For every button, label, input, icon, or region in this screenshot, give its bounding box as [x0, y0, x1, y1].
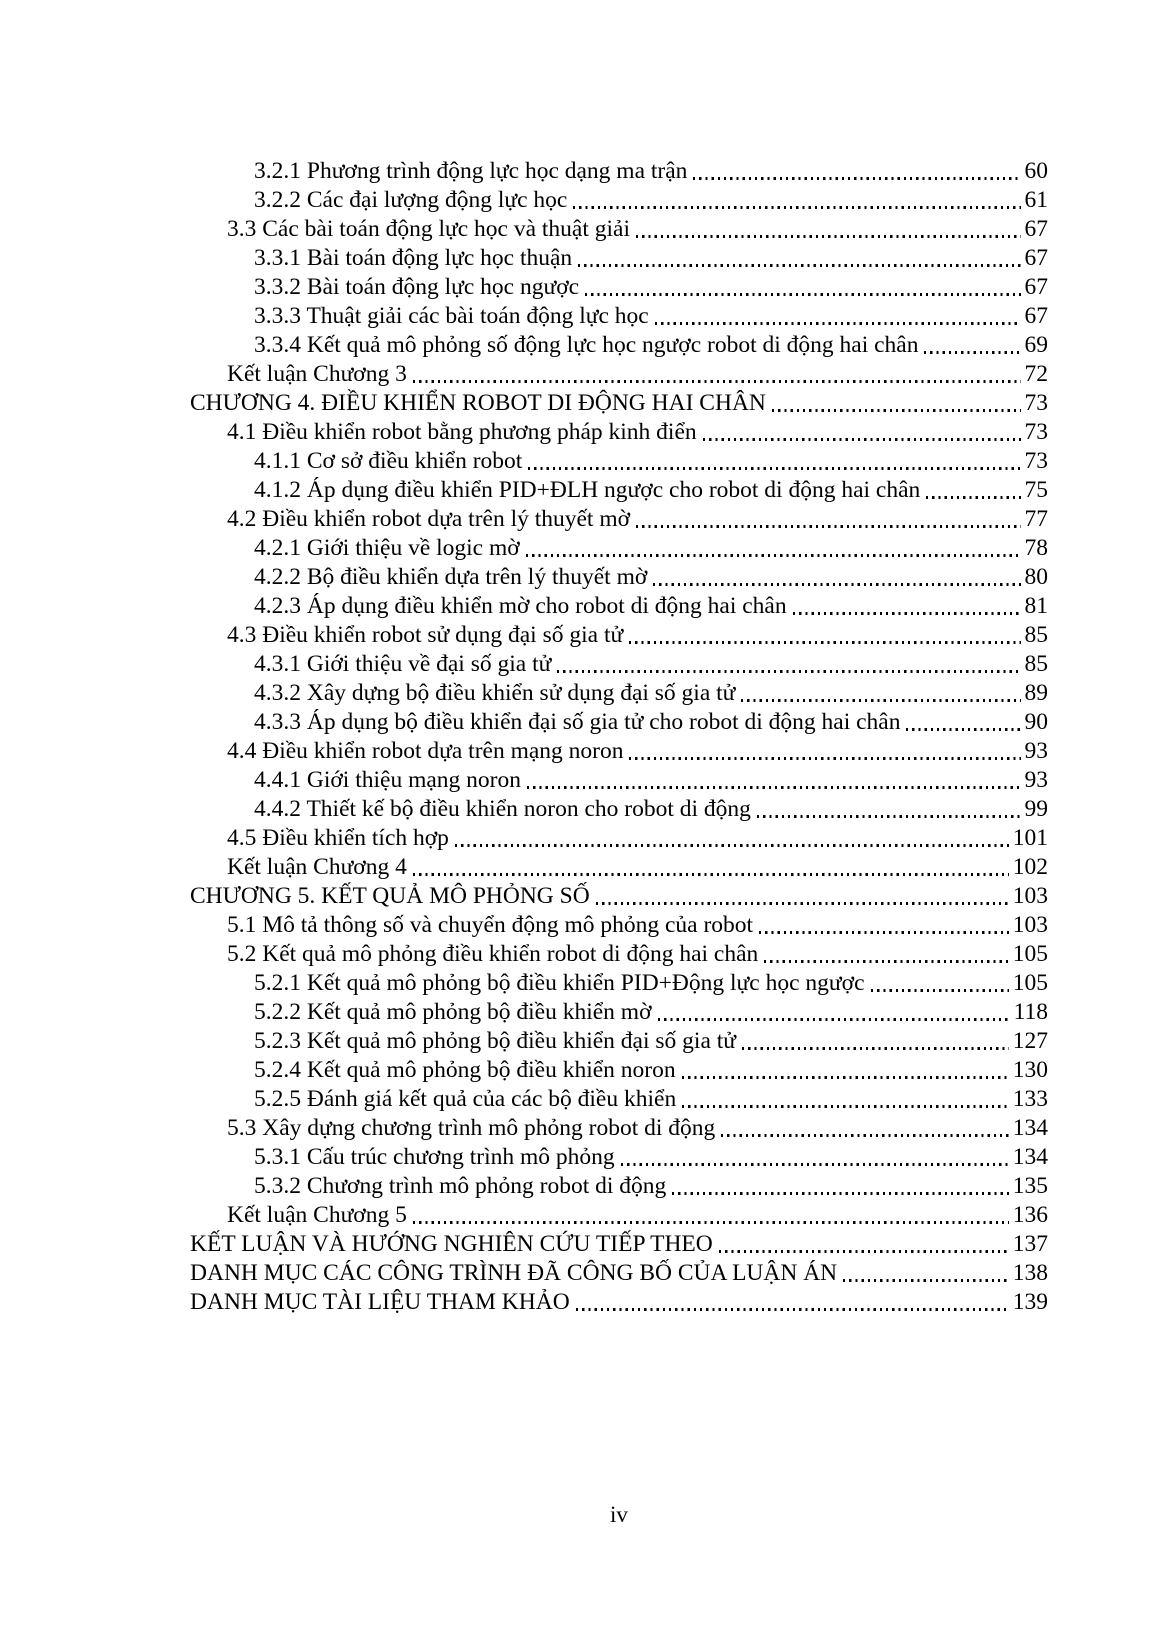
toc-entry-label: CHƯƠNG 4. ĐIỀU KHIỂN ROBOT DI ĐỘNG HAI CHÂN	[190, 390, 766, 416]
dot-leader	[655, 322, 1021, 325]
dot-leader	[871, 989, 1009, 992]
toc-entry-label: 5.3.1 Cấu trúc chương trình mô phỏng	[254, 1144, 615, 1170]
toc-page-number: 105	[1012, 970, 1048, 996]
toc-entry-label: 4.2 Điều khiển robot dựa trên lý thuyết mờ	[227, 506, 631, 532]
dot-leader	[557, 670, 1020, 673]
dot-leader	[772, 409, 1021, 412]
dot-leader	[528, 467, 1020, 470]
toc-page-number: 103	[1012, 883, 1048, 909]
toc-entry-label: 4.3.3 Áp dụng bộ điều khiển đại số gia tử cho robot di động hai chân	[254, 709, 901, 735]
dot-leader	[658, 1018, 1010, 1021]
toc-entry-label: 3.3.2 Bài toán động lực học ngược	[254, 274, 580, 300]
toc-entry-label: 4.2.1 Giới thiệu về logic mờ	[254, 535, 520, 561]
dot-leader	[636, 235, 1021, 238]
toc-page-number: 93	[1024, 767, 1048, 793]
dot-leader	[578, 264, 1020, 267]
dot-leader	[672, 1192, 1008, 1195]
toc-entry-label: 4.1.2 Áp dụng điều khiển PID+ĐLH ngược cho robot di động hai chân	[254, 477, 921, 503]
dot-leader	[906, 728, 1020, 731]
toc-page-number: 139	[1012, 1289, 1048, 1315]
toc-page-number: 75	[1024, 477, 1048, 503]
dot-leader	[926, 496, 1020, 499]
dot-leader	[576, 1308, 1009, 1311]
toc-page-number: 67	[1024, 245, 1048, 271]
toc-entry	[190, 1172, 1048, 1201]
toc-page-number: 67	[1024, 303, 1048, 329]
dot-leader	[573, 206, 1020, 209]
toc-entry	[190, 418, 1048, 447]
toc-entry	[190, 969, 1048, 998]
toc-page-number: 136	[1012, 1202, 1048, 1228]
dot-leader	[741, 699, 1020, 702]
toc-entry-label: 5.2 Kết quả mô phỏng điều khiển robot di động hai chân	[227, 941, 759, 967]
toc-entry	[190, 360, 1048, 389]
toc-entry-label: 4.3.1 Giới thiệu về đại số gia tử	[254, 651, 552, 677]
toc-page-number: 73	[1024, 419, 1048, 445]
toc-entry-label: 4.5 Điều khiển tích hợp	[227, 825, 449, 851]
toc-entry	[190, 998, 1048, 1027]
toc-entry-label: 4.2.2 Bộ điều khiển dựa trên lý thuyết mờ	[254, 564, 648, 590]
toc-entry-label: 4.1 Điều khiển robot bằng phương pháp kinh điển	[227, 419, 697, 445]
toc-entry-label: Kết luận Chương 4	[227, 854, 407, 880]
toc-entry	[190, 157, 1048, 186]
footer-page-number: iv	[610, 1502, 628, 1527]
toc-page-number: 78	[1024, 535, 1048, 561]
toc-page-number: 137	[1012, 1231, 1048, 1257]
toc-entry-label: 4.3 Điều khiển robot sử dụng đại số gia tử	[227, 622, 624, 648]
toc-entry	[190, 592, 1048, 621]
toc-page-number: 101	[1012, 825, 1048, 851]
dot-leader	[764, 960, 1008, 963]
toc-entry	[190, 505, 1048, 534]
toc-entry-label: 3.3.1 Bài toán động lực học thuận	[254, 245, 573, 271]
toc-entry-label: 5.2.2 Kết quả mô phỏng bộ điều khiển mờ	[254, 999, 652, 1025]
dot-leader	[742, 1047, 1009, 1050]
dot-leader	[455, 844, 1009, 847]
toc-entry-label: 4.1.1 Cơ sở điều khiển robot	[254, 448, 523, 474]
dot-leader	[596, 902, 1009, 905]
toc-page-number: 77	[1024, 506, 1048, 532]
toc-entry-label: DANH MỤC CÁC CÔNG TRÌNH ĐÃ CÔNG BỐ CỦA LUẬN ÁN	[190, 1260, 838, 1286]
toc-page-number: 103	[1012, 912, 1048, 938]
toc-entry-label: 4.2.3 Áp dụng điều khiển mờ cho robot di động hai chân	[254, 593, 787, 619]
dot-leader	[413, 873, 1009, 876]
dot-leader	[621, 1163, 1009, 1166]
toc-entry-label: 5.2.4 Kết quả mô phỏng bộ điều khiển noron	[254, 1057, 676, 1083]
toc-entry	[190, 708, 1048, 737]
toc-entry	[190, 650, 1048, 679]
toc-entry-label: 5.3.2 Chương trình mô phỏng robot di động	[254, 1173, 667, 1199]
toc-entry	[190, 1230, 1048, 1259]
toc-entry	[190, 186, 1048, 215]
toc-entry-label: 5.2.3 Kết quả mô phỏng bộ điều khiển đại số gia tử	[254, 1028, 737, 1054]
toc-entry-label: 3.3.3 Thuật giải các bài toán động lực học	[254, 303, 649, 329]
toc-entry-label: 3.2.1 Phương trình động lực học dạng ma trận	[254, 158, 688, 184]
toc-page-number: 73	[1024, 390, 1048, 416]
toc-entry	[190, 244, 1048, 273]
toc-page-number: 93	[1024, 738, 1048, 764]
dot-leader	[757, 815, 1021, 818]
toc-page-number: 61	[1024, 187, 1048, 213]
toc-entry	[190, 331, 1048, 360]
toc-entry	[190, 1056, 1048, 1085]
toc-page-number: 80	[1024, 564, 1048, 590]
toc-list	[190, 157, 1048, 1317]
toc-entry	[190, 795, 1048, 824]
toc-page-number: 105	[1012, 941, 1048, 967]
toc-entry-label: 5.1 Mô tả thông số và chuyển động mô phỏng của robot	[227, 912, 754, 938]
toc-entry-label: DANH MỤC TÀI LIỆU THAM KHẢO	[190, 1289, 570, 1315]
dot-leader	[682, 1076, 1009, 1079]
toc-entry	[190, 737, 1048, 766]
toc-page-number: 138	[1012, 1260, 1048, 1286]
toc-entry	[190, 1114, 1048, 1143]
toc-entry	[190, 389, 1048, 418]
toc-entry	[190, 1027, 1048, 1056]
toc-page-number: 133	[1012, 1086, 1048, 1112]
dot-leader	[629, 641, 1020, 644]
toc-entry-label: 4.4.1 Giới thiệu mạng noron	[254, 767, 521, 793]
toc-page-number: 134	[1012, 1144, 1048, 1170]
toc-entry-label: 4.4.2 Thiết kế bộ điều khiển noron cho robot di động	[254, 796, 751, 822]
toc-entry	[190, 1259, 1048, 1288]
toc-entry-label: 3.3 Các bài toán động lực học và thuật giải	[227, 216, 630, 242]
dot-leader	[924, 351, 1020, 354]
dot-leader	[413, 1221, 1009, 1224]
toc-entry	[190, 911, 1048, 940]
toc-page-number: 127	[1012, 1028, 1048, 1054]
dot-leader	[636, 525, 1020, 528]
toc-page-number: 90	[1024, 709, 1048, 735]
toc-entry	[190, 215, 1048, 244]
toc-entry-label: 4.3.2 Xây dựng bộ điều khiển sử dụng đại số gia tử	[254, 680, 736, 706]
toc-entry	[190, 940, 1048, 969]
dot-leader	[719, 1250, 1009, 1253]
toc-page-number: 81	[1024, 593, 1048, 619]
toc-entry-label: Kết luận Chương 3	[227, 361, 407, 387]
toc-entry	[190, 1143, 1048, 1172]
toc-entry	[190, 824, 1048, 853]
dot-leader	[629, 757, 1020, 760]
toc-entry	[190, 563, 1048, 592]
dot-leader	[585, 293, 1020, 296]
toc-page-number: 85	[1024, 651, 1048, 677]
toc-entry-label: 3.2.2 Các đại lượng động lực học	[254, 187, 568, 213]
toc-page-number: 72	[1024, 361, 1048, 387]
toc-page-number: 60	[1024, 158, 1048, 184]
toc-entry-label: 5.3 Xây dựng chương trình mô phỏng robot di động	[227, 1115, 716, 1141]
dot-leader	[527, 786, 1021, 789]
toc-page-number: 102	[1012, 854, 1048, 880]
toc-page-number: 67	[1024, 216, 1048, 242]
toc-entry-label: Kết luận Chương 5	[227, 1202, 407, 1228]
dot-leader	[413, 380, 1021, 383]
toc-entry	[190, 853, 1048, 882]
toc-entry-label: 3.3.4 Kết quả mô phỏng số động lực học ngược robot di động hai chân	[254, 332, 919, 358]
toc-entry-label: 5.2.5 Đánh giá kết quả của các bộ điều khiển	[254, 1086, 677, 1112]
toc-entry	[190, 766, 1048, 795]
toc-entry	[190, 1201, 1048, 1230]
toc-page-number: 89	[1024, 680, 1048, 706]
dot-leader	[721, 1134, 1008, 1137]
toc-entry-label: 5.2.1 Kết quả mô phỏng bộ điều khiển PID+Động lực học ngược	[254, 970, 865, 996]
toc-page-number: 134	[1012, 1115, 1048, 1141]
toc-entry	[190, 621, 1048, 650]
toc-page-number: 85	[1024, 622, 1048, 648]
dot-leader	[703, 438, 1021, 441]
toc-entry	[190, 1288, 1048, 1317]
dot-leader	[653, 583, 1020, 586]
dot-leader	[793, 612, 1021, 615]
dot-leader	[843, 1279, 1009, 1282]
toc-entry	[190, 476, 1048, 505]
dot-leader	[759, 931, 1009, 934]
toc-entry	[190, 534, 1048, 563]
toc-entry-label: KẾT LUẬN VÀ HƯỚNG NGHIÊN CỨU TIẾP THEO	[190, 1231, 713, 1257]
toc-page-number: 67	[1024, 274, 1048, 300]
dot-leader	[693, 177, 1020, 180]
toc-entry	[190, 302, 1048, 331]
toc-entry	[190, 679, 1048, 708]
toc-entry-label: CHƯƠNG 5. KẾT QUẢ MÔ PHỎNG SỐ	[190, 883, 590, 909]
dot-leader	[682, 1105, 1009, 1108]
toc-page-number: 135	[1012, 1173, 1048, 1199]
toc-page-number: 73	[1024, 448, 1048, 474]
toc-page-number: 99	[1024, 796, 1048, 822]
dot-leader	[526, 554, 1021, 557]
toc-entry	[190, 882, 1048, 911]
toc-entry	[190, 447, 1048, 476]
toc-page-number: 118	[1013, 999, 1048, 1025]
toc-page-number: 130	[1012, 1057, 1048, 1083]
toc-page-number: 69	[1024, 332, 1048, 358]
toc-entry	[190, 1085, 1048, 1114]
toc-entry-label: 4.4 Điều khiển robot dựa trên mạng noron	[227, 738, 624, 764]
toc-entry	[190, 273, 1048, 302]
